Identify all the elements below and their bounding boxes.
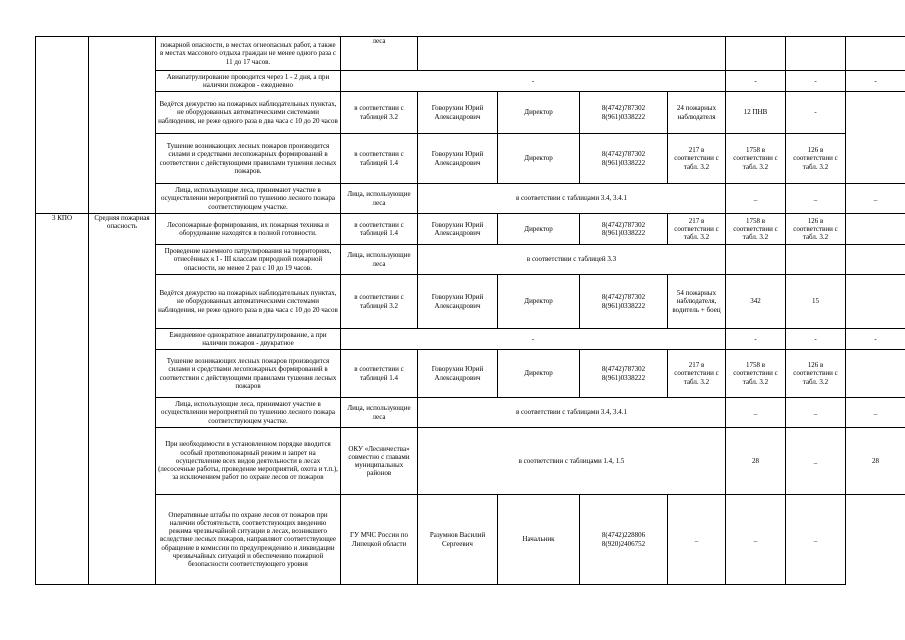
force-cell: - <box>786 92 846 134</box>
position-cell: Директор <box>498 214 580 245</box>
span-cell: - <box>341 71 726 92</box>
person-name-cell: Говорухин Юрий Александрович <box>418 92 498 134</box>
responsible-cell: в соответствии с таблицей 3.2 <box>341 92 418 134</box>
force-cell: 217 в соответствии с табл. 3.2 <box>668 350 726 398</box>
table-row <box>36 214 905 245</box>
force-cell: - <box>726 329 786 350</box>
force-cell: _ <box>726 184 786 214</box>
span-cell: - <box>341 329 726 350</box>
force-cell: 342 <box>726 275 786 329</box>
responsible-cell: в соответствии с таблицей 1.4 <box>341 214 418 245</box>
position-cell: Директор <box>498 350 580 398</box>
table-row <box>36 350 905 398</box>
phone-cell: 8(4742)787302 8(961)0338222 <box>580 214 668 245</box>
table-row <box>36 275 905 329</box>
force-cell: _ <box>846 184 905 214</box>
force-cell: - <box>846 71 905 92</box>
danger-level-cell <box>89 37 156 214</box>
class-cell: 3 КПО <box>36 214 89 585</box>
force-cell: - <box>786 329 846 350</box>
span-cell: в соответствии с таблицей 3.3 <box>418 245 726 275</box>
span-cell: в соответствии с таблицами 3.4, 3.4.1 <box>418 398 726 428</box>
table-row <box>36 134 905 184</box>
table-row <box>36 92 905 134</box>
force-cell: 1758 в соответствии с табл. 3.2 <box>726 214 786 245</box>
table-row <box>36 37 905 71</box>
measure-cell: Ежедневное однократное авиапатрулирование, а при наличии пожаров - двукратное <box>156 329 341 350</box>
force-cell: 126 в соответствии с табл. 3.2 <box>786 134 846 184</box>
force-cell: 217 в соответствии с табл. 3.2 <box>668 214 726 245</box>
responsible-cell: Лица, использующие леса <box>341 398 418 428</box>
person-name-cell: Говорухин Юрий Александрович <box>418 350 498 398</box>
table-row <box>36 184 905 214</box>
responsible-cell: в соответствии с таблицей 1.4 <box>341 134 418 184</box>
measure-cell: Авиапатрулирование проводится через 1 - 2 дня, а при наличии пожаров - ежедневно <box>156 71 341 92</box>
force-cell <box>726 245 786 275</box>
force-cell <box>846 245 905 275</box>
measure-cell: Ведётся дежурство на пожарных наблюдательных пунктах, не оборудованных автоматическими системами наблюдения, не реже одного раза в два часа с 10 до 20 часов <box>156 275 341 329</box>
measure-cell: Ведётся дежурство на пожарных наблюдательных пунктах, не оборудованных автоматическими системами наблюдения, не реже одного раза в два часа с 10 до 20 часов <box>156 92 341 134</box>
force-cell: - <box>846 329 905 350</box>
measure-cell: Оперативные штабы по охране лесов от пожаров при наличии обстоятельств, соответствующих введению режима чрезвычайной ситуации в лесах, возникшего вследствие лесных пожаров, направляют соответствующее обращение в комиссии по предупреждению и ликвидации чрезвычайных ситуаций и обеспечению пожарной безопасности соответствующего уровня <box>156 495 341 585</box>
class-cell <box>36 37 89 214</box>
measure-cell: Лица, использующие леса, принимают участие в осуществлении мероприятий по тушению лесного пожара соответствующем участке. <box>156 398 341 428</box>
force-cell: _ <box>786 184 846 214</box>
force-cell: 1758 в соответствии с табл. 3.2 <box>726 350 786 398</box>
contact-cell <box>418 37 726 71</box>
force-cell <box>786 245 846 275</box>
danger-level-cell: Средняя пожарная опасность <box>89 214 156 585</box>
measure-cell: Проведение наземного патрулирования на территориях, отнесённых к I - III классам природной пожарной опасности, не менее 2 раз с 10 до 19 часов. <box>156 245 341 275</box>
force-cell: _ <box>786 398 846 428</box>
responsible-cell: ГУ МЧС России по Липецкой области <box>341 495 418 585</box>
force-cell <box>726 37 786 71</box>
position-cell: Директор <box>498 275 580 329</box>
phone-cell: 8(4742)787302 8(961)0338222 <box>580 134 668 184</box>
span-cell: в соответствии с таблицами 1.4, 1.5 <box>418 428 726 495</box>
force-cell: 54 пожарных наблюдателя, водитель + боец <box>668 275 726 329</box>
responsible-cell: в соответствии с таблицей 3.2 <box>341 275 418 329</box>
phone-cell: 8(4742)787302 8(961)0338222 <box>580 350 668 398</box>
measure-cell: Лица, использующие леса, принимают участие в осуществлении мероприятий по тушению лесного пожара соответствующем участке. <box>156 184 341 214</box>
measure-cell: Лесопожарные формирования, их пожарная техника и оборудование находятся в полной готовности. <box>156 214 341 245</box>
person-name-cell: Говорухин Юрий Александрович <box>418 214 498 245</box>
force-cell: 217 в соответствии с табл. 3.2 <box>668 134 726 184</box>
phone-cell: 8(4742)787302 8(961)0338222 <box>580 92 668 134</box>
phone-cell: 8(4742)787302 8(961)0338222 <box>580 275 668 329</box>
force-cell: _ <box>846 398 905 428</box>
force-cell: 28 <box>726 428 786 495</box>
force-cell <box>846 37 905 71</box>
table-row <box>36 398 905 428</box>
position-cell: Директор <box>498 92 580 134</box>
force-cell: 126 в соответствии с табл. 3.2 <box>786 214 846 245</box>
person-name-cell: Разумнов Василий Сергеевич <box>418 495 498 585</box>
force-cell: 24 пожарных наблюдателя <box>668 92 726 134</box>
measure-cell: При необходимости в установленном порядке вводится особый противопожарный режим и запрет на осуществление всех видов деятельности в лесах (лесосечные работы, проведение мероприятий, охота и т.п.), за исключением работ по охране лесов от пожаров <box>156 428 341 495</box>
fire-measures-table <box>35 36 905 585</box>
force-cell: _ <box>726 495 786 585</box>
responsible-cell: в соответствии с таблицей 1.4 <box>341 350 418 398</box>
force-cell: 28 <box>846 428 905 495</box>
force-cell: _ <box>786 428 846 495</box>
force-cell: - <box>726 71 786 92</box>
responsible-cell: леса <box>341 37 418 71</box>
force-cell: - <box>786 71 846 92</box>
measure-cell: Тушение возникающих лесных пожаров производится силами и средствами лесопожарных формирований в соответствии с действующими правилами тушения лесных пожаров. <box>156 134 341 184</box>
force-cell: 1758 в соответствии с табл. 3.2 <box>726 134 786 184</box>
force-cell: _ <box>668 495 726 585</box>
responsible-cell: Лица, использующие леса <box>341 245 418 275</box>
table-row <box>36 71 905 92</box>
force-cell <box>786 37 846 71</box>
position-cell: Начальник <box>498 495 580 585</box>
table-row <box>36 245 905 275</box>
force-cell: 126 в соответствии с табл. 3.2 <box>786 350 846 398</box>
measure-cell: пожарной опасности, в местах огнеопасных работ, а также в местах массового отдыха граждан не менее одного раза с 11 до 17 часов. <box>156 37 341 71</box>
person-name-cell: Говорухин Юрий Александрович <box>418 134 498 184</box>
table-row <box>36 329 905 350</box>
phone-cell: 8(4742)228806 8(920)2406752 <box>580 495 668 585</box>
table-row <box>36 428 905 495</box>
span-cell: в соответствии с таблицами 3.4, 3.4.1 <box>418 184 726 214</box>
force-cell: 15 <box>786 275 846 329</box>
measure-cell: Тушение возникающих лесных пожаров производится силами и средствами лесопожарных формирований в соответствии с действующими правилами тушения лесных пожаров <box>156 350 341 398</box>
force-cell: 12 ПНВ <box>726 92 786 134</box>
person-name-cell: Говорухин Юрий Александрович <box>418 275 498 329</box>
force-cell: _ <box>726 398 786 428</box>
position-cell: Директор <box>498 134 580 184</box>
responsible-cell: Лица, использующие леса <box>341 184 418 214</box>
force-cell: _ <box>786 495 846 585</box>
responsible-cell: ОКУ «Лесничества» совместно с главами муниципальных районов <box>341 428 418 495</box>
table-row <box>36 495 905 585</box>
